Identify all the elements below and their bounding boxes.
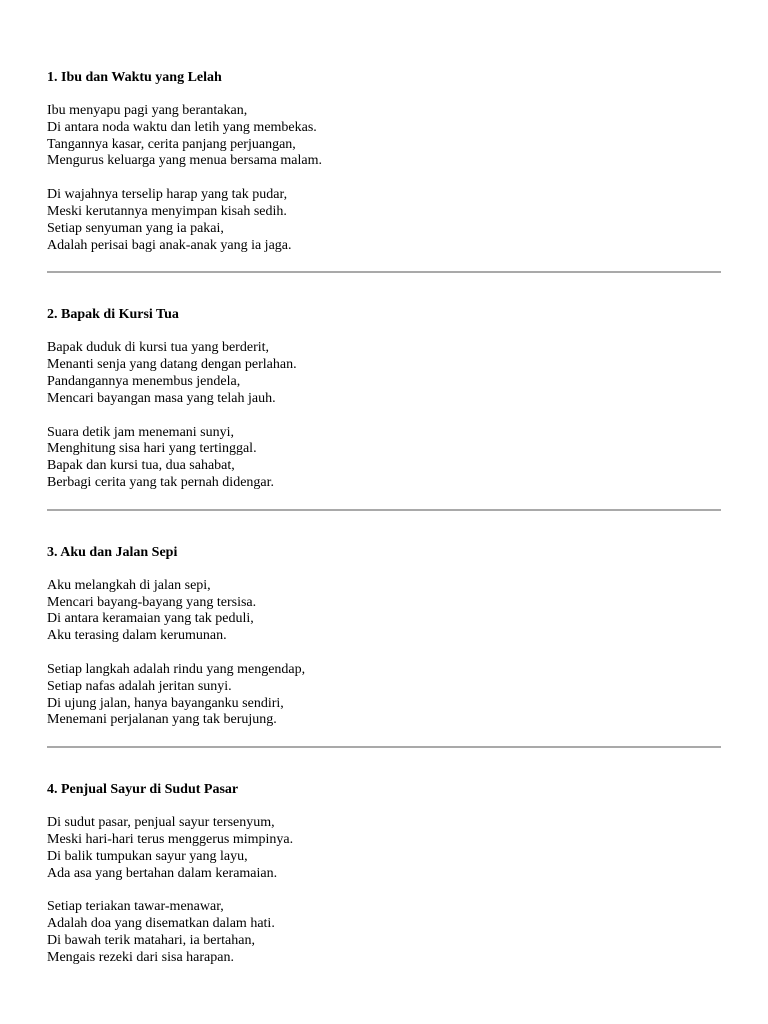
poem-line: Mengurus keluarga yang menua bersama malam. (47, 153, 322, 169)
poem-line: Bapak duduk di kursi tua yang berderit, (47, 340, 270, 356)
poem-title: 1. Ibu dan Waktu yang Lelah (47, 70, 222, 85)
poem-line: Menemani perjalanan yang tak berujung. (47, 712, 277, 728)
stanza (47, 578, 721, 645)
poem-4 (47, 781, 721, 966)
poem-line: Di ujung jalan, hanya bayanganku sendiri, (47, 695, 284, 711)
poem-line: Berbagi cerita yang tak pernah didengar. (47, 474, 275, 490)
poem-line: Mencari bayangan masa yang telah jauh. (47, 390, 276, 406)
poem-line: Setiap langkah adalah rindu yang mengendap, (47, 661, 306, 677)
stanza (47, 187, 721, 254)
poem-line: Aku melangkah di jalan sepi, (47, 577, 211, 593)
stanza (47, 815, 721, 882)
stanza (47, 103, 721, 170)
poem-line: Mencari bayang-bayang yang tersisa. (47, 594, 257, 610)
stanza (47, 899, 721, 966)
poem-line: Di antara noda waktu dan letih yang membekas. (47, 119, 317, 135)
poem-line: Mengais rezeki dari sisa harapan. (47, 949, 234, 965)
poem-3 (47, 544, 721, 748)
poem-title: 4. Penjual Sayur di Sudut Pasar (47, 782, 239, 798)
poem-line: Di wajahnya terselip harap yang tak pudar, (47, 187, 288, 203)
poem-line: Di balik tumpukan sayur yang layu, (47, 848, 248, 864)
section-divider (47, 746, 721, 748)
poem-line: Menghitung sisa hari yang tertinggal. (47, 441, 257, 457)
poem-2 (47, 306, 721, 510)
poem-line: Meski kerutannya menyimpan kisah sedih. (47, 203, 287, 219)
poem-line: Aku terasing dalam kerumunan. (47, 628, 227, 644)
poem-line: Ibu menyapu pagi yang berantakan, (47, 103, 248, 118)
poem-line: Di sudut pasar, penjual sayur tersenyum, (47, 815, 275, 831)
poem-title: 2. Bapak di Kursi Tua (47, 307, 179, 323)
poem-line: Adalah perisai bagi anak-anak yang ia jaga. (47, 237, 292, 253)
poem-line: Bapak dan kursi tua, dua sahabat, (47, 458, 235, 474)
poem-line: Di bawah terik matahari, ia bertahan, (47, 932, 255, 948)
stanza (47, 662, 721, 729)
poem-line: Meski hari-hari terus menggerus mimpinya. (47, 831, 294, 847)
poem-line: Di antara keramaian yang tak peduli, (47, 611, 254, 627)
poem-line: Menanti senja yang datang dengan perlahan. (47, 357, 297, 373)
poem-line: Setiap senyuman yang ia pakai, (47, 220, 224, 236)
section-divider (47, 509, 721, 511)
stanza (47, 340, 721, 407)
poem-line: Suara detik jam menemani sunyi, (47, 424, 235, 440)
section-divider (47, 271, 721, 273)
poem-title: 3. Aku dan Jalan Sepi (47, 544, 178, 560)
poem-1 (47, 69, 721, 273)
poem-line: Tangannya kasar, cerita panjang perjuangan, (47, 136, 296, 152)
document-page (47, 69, 721, 967)
poem-line: Ada asa yang bertahan dalam keramaian. (47, 865, 278, 881)
poem-line: Pandangannya menembus jendela, (47, 373, 241, 389)
poem-line: Setiap nafas adalah jeritan sunyi. (47, 678, 232, 694)
poem-line: Adalah doa yang disematkan dalam hati. (47, 916, 275, 932)
poem-line: Setiap teriakan tawar-menawar, (47, 899, 224, 915)
stanza (47, 425, 721, 492)
